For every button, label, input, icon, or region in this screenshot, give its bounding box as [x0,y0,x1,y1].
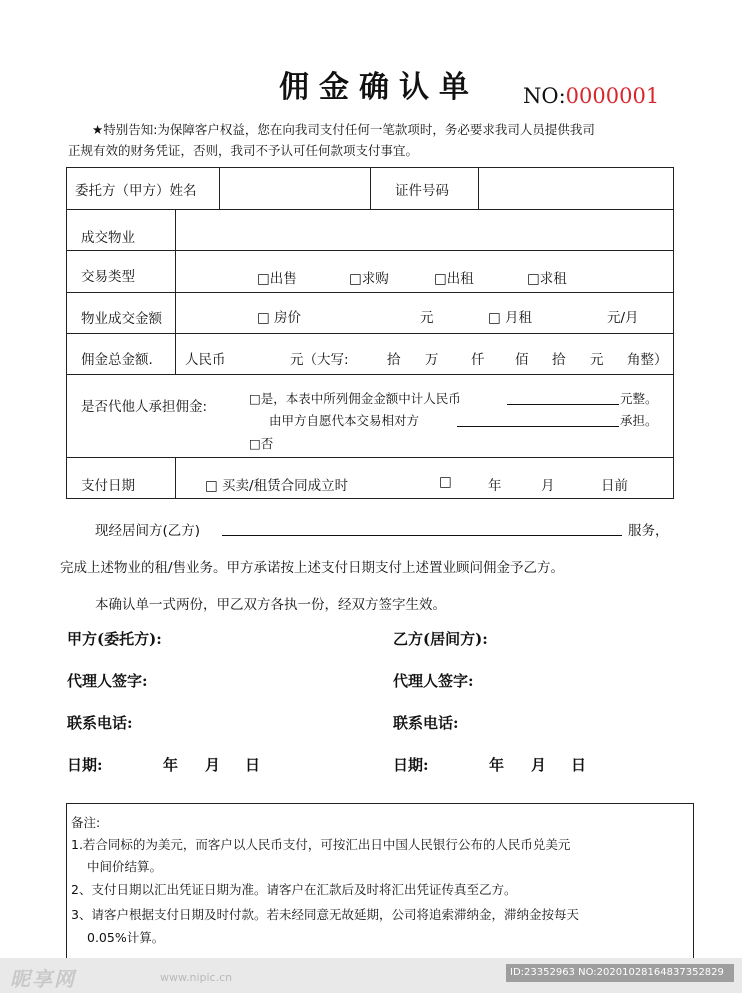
copies-text: 本确认单一式两份，甲乙双方各执一份，经双方签字生效。 [95,597,446,613]
agent-b-signature-label: 代理人签字: [393,672,474,690]
day-before-label: 日前 [601,478,628,494]
counterparty-blank-line[interactable] [457,426,619,427]
date-b-year: 年 [489,756,505,774]
option-lease-out-checkbox[interactable]: □出租 [434,271,474,287]
bear-text: 承担。 [620,413,658,428]
col-divider [175,457,176,499]
note-1-cont: 中间价结算。 [87,859,163,874]
yuan-complete-text: 元整。 [620,391,658,406]
phone-b-label: 联系电话: [393,714,459,732]
rmb-label: 人民币 [185,352,226,368]
payment-date-label: 支付日期 [81,478,135,494]
client-name-label: 委托方（甲方）姓名 [75,183,197,199]
row-divider [67,292,673,293]
note-2: 2、支付日期以汇出凭证日期为准。请客户在汇款后及时将汇出凭证传真至乙方。 [71,882,517,897]
notice-line-1: ★特别告知:为保障客户权益，您在向我司支付任何一笔款项时，务必要求我司人员提供我司 [92,122,595,137]
notice-line-2: 正规有效的财务凭证，否则，我司不予认可任何款项支付事宜。 [68,143,419,158]
proxy-yes-checkbox[interactable]: □是，本表中所列佣金金额中计人民币 [249,391,461,406]
id-number-label: 证件号码 [395,183,449,199]
year-label: 年 [488,478,502,494]
unit-yuan: 元 [590,352,604,368]
serial-label: NO: [523,84,566,108]
note-3: 3、请客户根据支付日期及时付款。若未经同意无故延期，公司将追索滞纳金，滞纳金按每天 [71,907,579,922]
watermark-url: www.nipic.cn [160,971,233,984]
date-a-label: 日期: [67,756,103,774]
row-divider [67,374,673,375]
proxy-line-2: 由甲方自愿代本交易相对方 [269,413,420,428]
commitment-text: 完成上述物业的租/售业务。甲方承诺按上述支付日期支付上述置业顾问佣金予乙方。 [60,560,565,576]
agent-service-end: 服务， [628,523,669,539]
party-b-label: 乙方(居间方): [393,630,488,648]
row-divider [67,250,673,251]
notes-box [66,803,694,961]
col-divider [219,168,220,209]
proxy-commission-label: 是否代他人承担佣金: [81,399,208,415]
option-rent-checkbox[interactable]: □求租 [527,271,567,287]
unit-wan: 万 [425,352,439,368]
date-b-month: 月 [531,756,547,774]
agent-name-blank-line[interactable] [222,535,622,536]
agent-service-start: 现经居间方(乙方) [95,523,201,539]
col-divider [478,168,479,209]
commission-label: 佣金总金额. [81,352,153,368]
date-b-day: 日 [571,756,587,774]
col-divider [370,168,371,209]
date-a-year: 年 [163,756,179,774]
rent-unit: 元/月 [607,310,639,326]
date-checkbox[interactable]: □ [439,474,452,490]
note-3-cont: 0.05%计算。 [87,930,165,945]
date-b-label: 日期: [393,756,429,774]
amount-label: 物业成交金额 [81,311,162,327]
agent-a-signature-label: 代理人签字: [67,672,148,690]
row-divider [67,333,673,334]
transaction-type-label: 交易类型 [81,269,135,285]
yuan-caps-label: 元（大写: [290,352,349,368]
phone-a-label: 联系电话: [67,714,133,732]
confirmation-form [66,167,674,499]
unit-qian: 仟 [471,352,485,368]
row-divider [67,457,673,458]
unit-jiao: 角整） [627,352,668,368]
price-checkbox[interactable]: □ 房价 [257,310,302,326]
unit-shi-2: 拾 [552,352,566,368]
watermark-logo: 昵享网 [10,967,76,991]
note-1: 1.若合同标的为美元，而客户以人民币支付，可按汇出日中国人民银行公布的人民币兑美元 [71,837,571,852]
watermark-id: ID:23352963 NO:20201028164837352829 [506,964,734,982]
month-label: 月 [541,478,555,494]
option-buy-checkbox[interactable]: □求购 [349,271,389,287]
property-label: 成交物业 [81,230,135,246]
date-a-day: 日 [245,756,261,774]
monthly-rent-checkbox[interactable]: □ 月租 [488,310,533,326]
amount-blank-line[interactable] [507,404,619,405]
contract-established-checkbox[interactable]: □ 买卖/租赁合同成立时 [205,478,349,494]
col-divider [175,209,176,374]
party-a-label: 甲方(委托方): [67,630,162,648]
unit-bai: 佰 [515,352,529,368]
serial-number [523,84,659,108]
proxy-no-checkbox[interactable]: □否 [249,436,274,451]
notes-title: 备注: [71,815,101,830]
page-title: 佣金确认单 [279,70,479,105]
row-divider [67,209,673,210]
unit-shi-1: 拾 [387,352,401,368]
serial-value: 0000001 [565,84,660,108]
option-sell-checkbox[interactable]: □出售 [257,271,297,287]
date-a-month: 月 [205,756,221,774]
price-unit: 元 [420,310,434,326]
